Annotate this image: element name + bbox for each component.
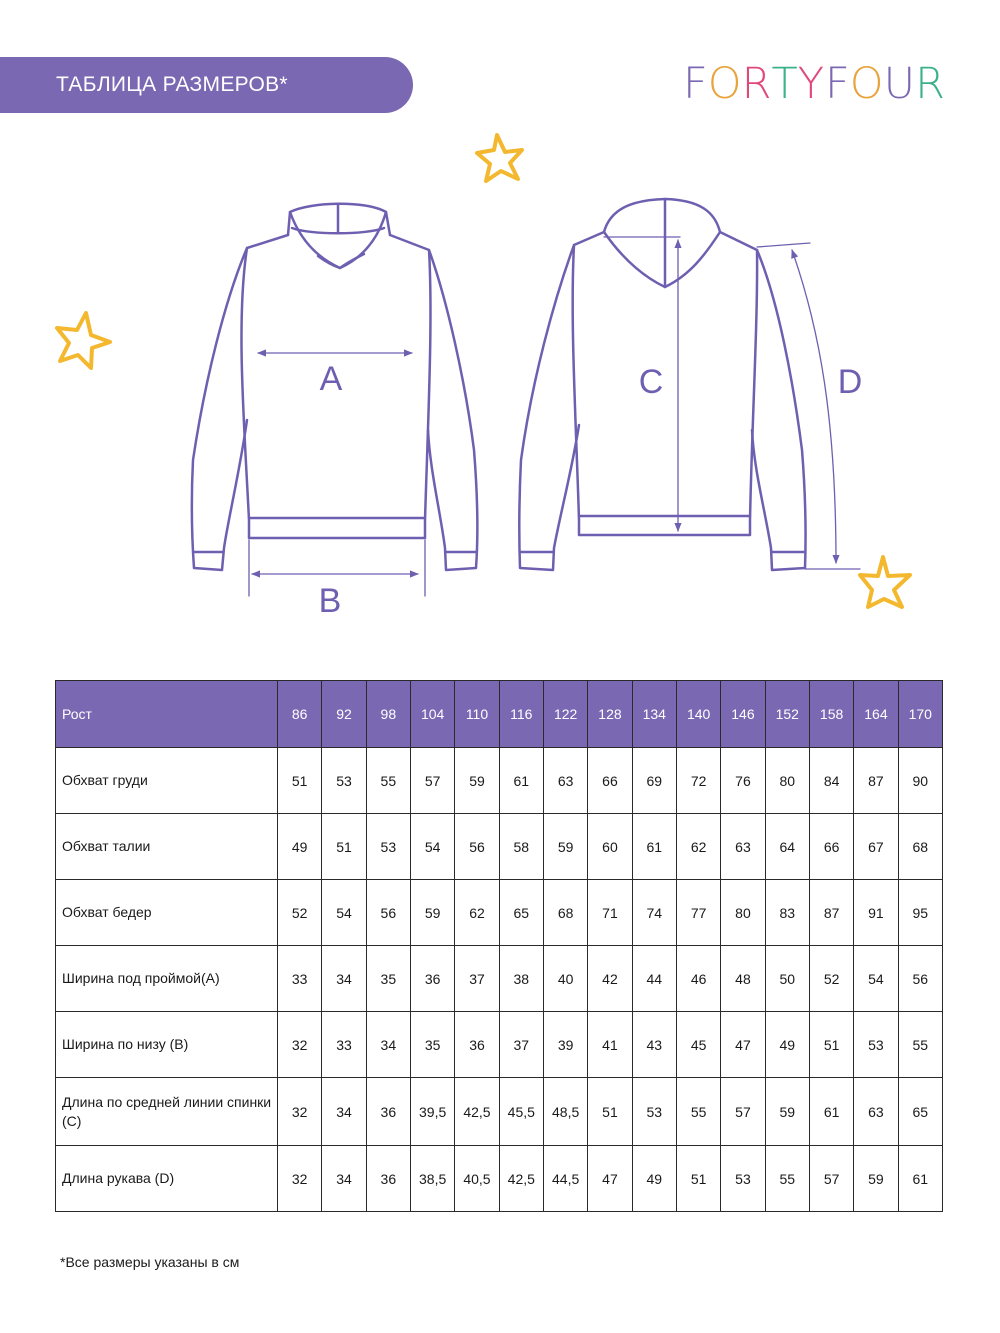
table-cell: 49	[765, 1012, 809, 1078]
table-cell: 59	[765, 1078, 809, 1146]
header-height-cell: 140	[676, 681, 720, 748]
brand-letter: Y	[797, 58, 825, 109]
star-icon	[860, 557, 910, 607]
table-cell: 53	[721, 1146, 765, 1212]
table-cell: 57	[809, 1146, 853, 1212]
table-cell: 80	[721, 880, 765, 946]
brand-letter: F	[825, 58, 850, 109]
table-cell: 65	[499, 880, 543, 946]
table-cell: 54	[410, 814, 454, 880]
table-cell: 34	[366, 1012, 410, 1078]
table-cell: 51	[322, 814, 366, 880]
hoodie-diagram	[0, 120, 1000, 640]
table-cell: 45,5	[499, 1078, 543, 1146]
table-cell: 57	[721, 1078, 765, 1146]
table-cell: 61	[809, 1078, 853, 1146]
table-row	[56, 1078, 943, 1146]
hoodie-front	[192, 204, 477, 596]
table-cell: 62	[676, 814, 720, 880]
table-cell: 33	[278, 946, 322, 1012]
table-cell: 32	[278, 1078, 322, 1146]
table-cell: 55	[765, 1146, 809, 1212]
table-cell: 45	[676, 1012, 720, 1078]
table-cell: 84	[809, 748, 853, 814]
table-cell: 49	[278, 814, 322, 880]
table-cell: 66	[588, 748, 632, 814]
label-b: B	[318, 582, 342, 620]
table-cell: 49	[632, 1146, 676, 1212]
table-cell: 51	[278, 748, 322, 814]
label-a: A	[319, 360, 343, 398]
table-cell: 83	[765, 880, 809, 946]
row-label: Обхват бедер	[56, 880, 278, 946]
table-cell: 44	[632, 946, 676, 1012]
table-cell: 46	[676, 946, 720, 1012]
table-cell: 42	[588, 946, 632, 1012]
header-height-cell: 98	[366, 681, 410, 748]
table-cell: 41	[588, 1012, 632, 1078]
brand-letter: O	[707, 58, 742, 109]
brand-letter: R	[915, 58, 945, 109]
table-cell: 48	[721, 946, 765, 1012]
table-row	[56, 814, 943, 880]
table-cell: 64	[765, 814, 809, 880]
header-height-cell: 170	[898, 681, 942, 748]
table-cell: 72	[676, 748, 720, 814]
row-label: Обхват груди	[56, 748, 278, 814]
table-cell: 63	[543, 748, 587, 814]
table-cell: 71	[588, 880, 632, 946]
header-height-cell: 158	[809, 681, 853, 748]
footnote: *Все размеры указаны в см	[60, 1254, 240, 1270]
brand-letter: F	[683, 58, 708, 109]
table-cell: 56	[455, 814, 499, 880]
table-cell: 51	[588, 1078, 632, 1146]
brand-letter: T	[771, 58, 798, 109]
table-cell: 68	[543, 880, 587, 946]
table-cell: 54	[854, 946, 898, 1012]
table-cell: 74	[632, 880, 676, 946]
table-cell: 53	[322, 748, 366, 814]
table-cell: 34	[322, 1078, 366, 1146]
header-height-cell: 128	[588, 681, 632, 748]
table-cell: 62	[455, 880, 499, 946]
table-cell: 37	[499, 1012, 543, 1078]
table-cell: 80	[765, 748, 809, 814]
table-cell: 53	[632, 1078, 676, 1146]
table-cell: 50	[765, 946, 809, 1012]
table-cell: 63	[854, 1078, 898, 1146]
star-icon	[57, 313, 110, 368]
table-cell: 90	[898, 748, 942, 814]
table-cell: 35	[410, 1012, 454, 1078]
table-cell: 55	[898, 1012, 942, 1078]
table-cell: 36	[455, 1012, 499, 1078]
brand-letter: R	[741, 58, 772, 109]
table-cell: 40,5	[455, 1146, 499, 1212]
header-height-cell: 116	[499, 681, 543, 748]
header-height-cell: 110	[455, 681, 499, 748]
row-label: Длина по средней линии спинки (С)	[56, 1078, 278, 1146]
table-cell: 42,5	[455, 1078, 499, 1146]
row-label: Ширина под проймой(А)	[56, 946, 278, 1012]
table-cell: 55	[366, 748, 410, 814]
table-cell: 44,5	[543, 1146, 587, 1212]
table-cell: 37	[455, 946, 499, 1012]
table-cell: 66	[809, 814, 853, 880]
header-height-cell: 104	[410, 681, 454, 748]
header-height-cell: 122	[543, 681, 587, 748]
table-cell: 39	[543, 1012, 587, 1078]
table-cell: 65	[898, 1078, 942, 1146]
row-label: Ширина по низу (В)	[56, 1012, 278, 1078]
title-banner	[0, 57, 413, 113]
table-cell: 59	[455, 748, 499, 814]
table-cell: 42,5	[499, 1146, 543, 1212]
table-cell: 59	[410, 880, 454, 946]
table-cell: 39,5	[410, 1078, 454, 1146]
table-cell: 57	[410, 748, 454, 814]
table-cell: 33	[322, 1012, 366, 1078]
brand-letter: O	[849, 58, 884, 109]
label-d: D	[837, 363, 863, 401]
table-cell: 60	[588, 814, 632, 880]
table-cell: 43	[632, 1012, 676, 1078]
table-cell: 91	[854, 880, 898, 946]
table-cell: 59	[854, 1146, 898, 1212]
table-cell: 53	[854, 1012, 898, 1078]
header-height-cell: 152	[765, 681, 809, 748]
header-label: Рост	[56, 681, 278, 748]
header-height-cell: 164	[854, 681, 898, 748]
header-height-cell: 146	[721, 681, 765, 748]
table-cell: 77	[676, 880, 720, 946]
table-cell: 52	[278, 880, 322, 946]
table-cell: 69	[632, 748, 676, 814]
brand-letter: U	[883, 58, 916, 109]
table-cell: 56	[898, 946, 942, 1012]
table-header-row	[56, 681, 943, 748]
table-cell: 87	[809, 880, 853, 946]
table-cell: 38	[499, 946, 543, 1012]
table-cell: 87	[854, 748, 898, 814]
table-cell: 34	[322, 946, 366, 1012]
table-cell: 76	[721, 748, 765, 814]
table-cell: 47	[588, 1146, 632, 1212]
table-row	[56, 1012, 943, 1078]
table-cell: 59	[543, 814, 587, 880]
table-cell: 51	[676, 1146, 720, 1212]
table-row	[56, 748, 943, 814]
table-cell: 36	[366, 1078, 410, 1146]
table-cell: 53	[366, 814, 410, 880]
table-cell: 55	[676, 1078, 720, 1146]
brand-logo	[683, 60, 945, 108]
table-cell: 35	[366, 946, 410, 1012]
table-cell: 54	[322, 880, 366, 946]
table-cell: 32	[278, 1012, 322, 1078]
table-cell: 63	[721, 814, 765, 880]
hoodie-back	[519, 199, 860, 570]
table-cell: 95	[898, 880, 942, 946]
table-row	[56, 946, 943, 1012]
table-cell: 52	[809, 946, 853, 1012]
row-label: Длина рукава (D)	[56, 1146, 278, 1212]
table-cell: 48,5	[543, 1078, 587, 1146]
table-cell: 61	[499, 748, 543, 814]
table-cell: 51	[809, 1012, 853, 1078]
table-cell: 32	[278, 1146, 322, 1212]
table-cell: 36	[410, 946, 454, 1012]
table-cell: 68	[898, 814, 942, 880]
table-cell: 40	[543, 946, 587, 1012]
size-table	[55, 680, 943, 1212]
table-row	[56, 880, 943, 946]
star-icon	[477, 135, 522, 181]
table-cell: 34	[322, 1146, 366, 1212]
table-cell: 47	[721, 1012, 765, 1078]
table-cell: 58	[499, 814, 543, 880]
label-c: C	[638, 363, 664, 401]
header-height-cell: 92	[322, 681, 366, 748]
header-height-cell: 134	[632, 681, 676, 748]
table-cell: 56	[366, 880, 410, 946]
table-cell: 38,5	[410, 1146, 454, 1212]
table-cell: 67	[854, 814, 898, 880]
row-label: Обхват талии	[56, 814, 278, 880]
page-title: ТАБЛИЦА РАЗМЕРОВ*	[56, 73, 288, 96]
header-height-cell: 86	[278, 681, 322, 748]
table-row	[56, 1146, 943, 1212]
table-cell: 36	[366, 1146, 410, 1212]
table-cell: 61	[632, 814, 676, 880]
table-cell: 61	[898, 1146, 942, 1212]
